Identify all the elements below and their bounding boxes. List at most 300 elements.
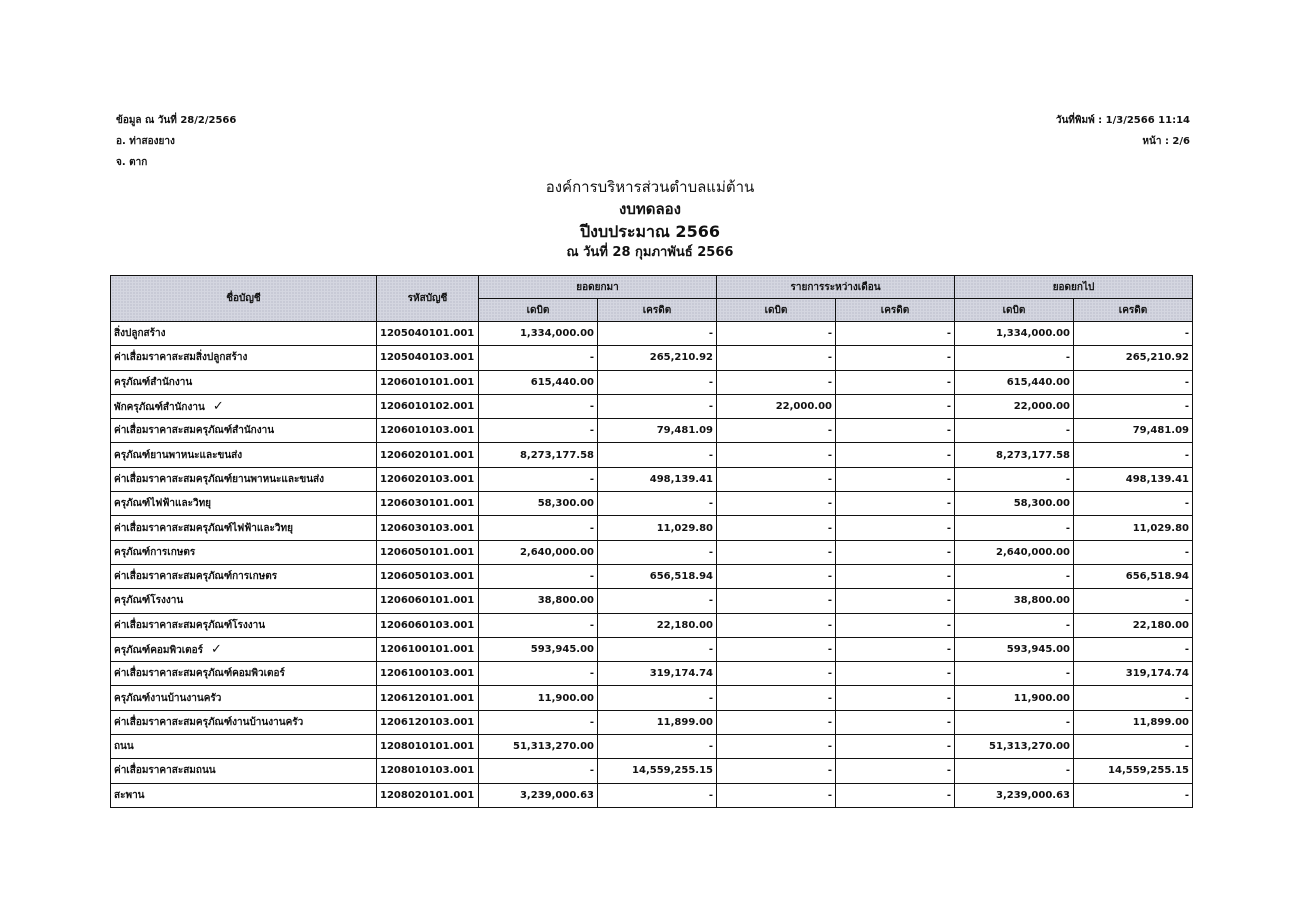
account-name-cell-text: ครุภัณฑ์คอมพิวเตอร์ <box>114 644 204 656</box>
month-credit-cell-text: - <box>946 571 952 583</box>
cf-debit-cell <box>955 783 1074 807</box>
account-name-cell <box>111 613 377 637</box>
cf-debit-cell-text: 51,313,270.00 <box>989 741 1071 753</box>
cf-debit-cell-text: 38,800.00 <box>1013 595 1071 607</box>
account-name-cell-text: ครุภัณฑ์โรงงาน <box>114 595 184 607</box>
account-name-cell <box>111 346 377 370</box>
bf-credit-cell-text: 22,180.00 <box>656 619 714 631</box>
account-code-cell-text: 1205040101.001 <box>380 328 475 340</box>
cf-debit-cell <box>955 686 1074 710</box>
cf-credit-cell <box>1074 589 1193 613</box>
cf-debit-cell-text: - <box>1065 522 1071 534</box>
cf-debit-cell <box>955 467 1074 491</box>
month-credit-cell-text: - <box>946 692 952 704</box>
bf-credit-cell <box>598 662 717 686</box>
account-code-cell-text: 1206050101.001 <box>380 546 475 558</box>
account-name-cell <box>111 370 377 394</box>
month-credit-cell <box>836 370 955 394</box>
bf-credit-cell <box>598 492 717 516</box>
table-row <box>111 735 1193 759</box>
header-bf-credit: เครดิต <box>598 299 717 322</box>
month-credit-cell <box>836 686 955 710</box>
cf-debit-cell-text: 8,273,177.58 <box>995 449 1071 461</box>
account-code-cell <box>377 759 479 783</box>
cf-credit-cell-text: - <box>1184 376 1190 388</box>
bf-credit-cell <box>598 394 717 418</box>
month-debit-cell-text: - <box>827 692 833 704</box>
cf-credit-cell-text: - <box>1184 449 1190 461</box>
table-row <box>111 346 1193 370</box>
month-debit-cell-text: - <box>827 668 833 680</box>
account-code-cell <box>377 467 479 491</box>
bf-credit-cell <box>598 735 717 759</box>
account-code-cell-text: 1206120103.001 <box>380 716 475 728</box>
cf-debit-cell-text: 2,640,000.00 <box>995 546 1071 558</box>
cf-debit-cell <box>955 662 1074 686</box>
bf-debit-cell <box>479 564 598 588</box>
month-credit-cell <box>836 516 955 540</box>
account-code-cell <box>377 443 479 467</box>
bf-credit-cell-text: - <box>708 644 714 655</box>
report-meta-right <box>1056 110 1190 152</box>
month-credit-cell-text: - <box>946 522 952 534</box>
table-row <box>111 516 1193 540</box>
cf-credit-cell <box>1074 492 1193 516</box>
table-row <box>111 394 1193 418</box>
month-debit-cell <box>717 516 836 540</box>
bf-credit-cell <box>598 783 717 807</box>
bf-credit-cell <box>598 589 717 613</box>
cf-debit-cell <box>955 710 1074 734</box>
table-row <box>111 322 1193 346</box>
cf-debit-cell <box>955 759 1074 783</box>
bf-credit-cell-text: 79,481.09 <box>656 425 714 437</box>
bf-credit-cell-text: - <box>708 692 714 704</box>
month-debit-cell <box>717 492 836 516</box>
table-row <box>111 540 1193 564</box>
month-credit-cell <box>836 419 955 443</box>
cf-credit-cell-text: 11,899.00 <box>1132 716 1190 728</box>
header-bf-debit: เดบิต <box>479 299 598 322</box>
cf-credit-cell <box>1074 637 1193 661</box>
account-code-cell <box>377 516 479 540</box>
cf-debit-cell <box>955 637 1074 661</box>
month-debit-cell <box>717 564 836 588</box>
cf-debit-cell-text: - <box>1065 668 1071 680</box>
month-credit-cell <box>836 346 955 370</box>
month-debit-cell-text: - <box>827 741 833 753</box>
bf-credit-cell-text: 265,210.92 <box>649 352 714 364</box>
cf-credit-cell <box>1074 467 1193 491</box>
account-code-cell <box>377 686 479 710</box>
month-credit-cell <box>836 492 955 516</box>
cf-credit-cell-text: - <box>1184 401 1190 413</box>
cf-debit-cell-text: 593,945.00 <box>1006 644 1071 655</box>
account-code-cell <box>377 783 479 807</box>
account-code-cell <box>377 564 479 588</box>
month-debit-cell <box>717 419 836 443</box>
bf-debit-cell-text: - <box>589 352 594 364</box>
month-credit-cell-text: - <box>946 473 952 485</box>
month-debit-cell-text: - <box>827 425 833 437</box>
month-debit-cell <box>717 735 836 759</box>
bf-credit-cell <box>598 759 717 783</box>
month-debit-cell-text: - <box>827 473 833 485</box>
cf-credit-cell <box>1074 735 1193 759</box>
cf-credit-cell-text: - <box>1184 328 1190 340</box>
bf-credit-cell-text: - <box>708 376 714 388</box>
bf-debit-cell-text: 1,334,000.00 <box>519 328 594 340</box>
bf-debit-cell <box>479 346 598 370</box>
month-debit-cell <box>717 346 836 370</box>
account-name-cell-text: ค่าเสื่อมราคาสะสมครุภัณฑ์งานบ้านงานครัว <box>114 716 304 728</box>
bf-debit-cell-text: 2,640,000.00 <box>519 546 594 558</box>
bf-credit-cell <box>598 516 717 540</box>
bf-debit-cell <box>479 516 598 540</box>
handwritten-check-icon: ✓ <box>212 398 224 414</box>
table-row <box>111 686 1193 710</box>
account-name-cell-text: ครุภัณฑ์ยานพาหนะและขนส่ง <box>114 449 243 461</box>
account-name-cell <box>111 710 377 734</box>
month-debit-cell <box>717 686 836 710</box>
month-debit-cell-text: - <box>827 498 833 510</box>
bf-debit-cell-text: 51,313,270.00 <box>513 741 594 753</box>
header-month-credit: เครดิต <box>836 299 955 322</box>
account-code-cell-text: 1206060101.001 <box>380 595 475 607</box>
month-debit-cell <box>717 637 836 661</box>
month-debit-cell <box>717 540 836 564</box>
cf-debit-cell <box>955 394 1074 418</box>
cf-debit-cell <box>955 735 1074 759</box>
cf-credit-cell-text: - <box>1184 546 1190 558</box>
month-credit-cell-text: - <box>946 765 952 777</box>
cf-debit-cell <box>955 322 1074 346</box>
account-code-cell <box>377 370 479 394</box>
bf-credit-cell-text: - <box>708 498 714 510</box>
bf-debit-cell <box>479 613 598 637</box>
cf-debit-cell <box>955 419 1074 443</box>
account-code-cell-text: 1206100103.001 <box>380 668 475 680</box>
header-account-name: ชื่อบัญชี <box>111 276 377 322</box>
month-credit-cell <box>836 564 955 588</box>
month-debit-cell <box>717 783 836 807</box>
account-name-cell <box>111 662 377 686</box>
bf-debit-cell-text: 38,800.00 <box>537 595 594 607</box>
bf-debit-cell-text: 58,300.00 <box>537 498 594 510</box>
province: จ. ตาก <box>116 157 148 168</box>
bf-debit-cell-text: - <box>589 668 594 680</box>
account-code-cell <box>377 419 479 443</box>
bf-debit-cell-text: - <box>589 765 594 777</box>
bf-debit-cell <box>479 394 598 418</box>
account-name-cell-text: ครุภัณฑ์การเกษตร <box>114 546 196 558</box>
account-name-cell-text: ครุภัณฑ์งานบ้านงานครัว <box>114 692 222 704</box>
account-code-cell <box>377 394 479 418</box>
account-name-cell-text: สิ่งปลูกสร้าง <box>114 328 166 340</box>
month-credit-cell-text: - <box>946 352 952 364</box>
month-credit-cell-text: - <box>946 595 952 607</box>
cf-credit-cell-text: 22,180.00 <box>1132 619 1190 631</box>
page-number: หน้า : 2/6 <box>1142 136 1190 147</box>
cf-credit-cell-text: - <box>1184 692 1190 704</box>
bf-credit-cell-text: - <box>708 789 714 801</box>
bf-credit-cell-text: - <box>708 595 714 607</box>
account-name-cell-text: ครุภัณฑ์สำนักงาน <box>114 376 193 388</box>
month-credit-cell <box>836 443 955 467</box>
month-credit-cell <box>836 322 955 346</box>
month-credit-cell-text: - <box>946 789 952 801</box>
cf-credit-cell-text: - <box>1184 644 1190 655</box>
month-debit-cell <box>717 589 836 613</box>
month-credit-cell <box>836 589 955 613</box>
month-debit-cell <box>717 759 836 783</box>
cf-debit-cell-text: 615,440.00 <box>1006 376 1071 388</box>
month-debit-cell <box>717 662 836 686</box>
account-name-cell <box>111 783 377 807</box>
account-code-cell-text: 1205040103.001 <box>380 352 475 364</box>
month-debit-cell-text: - <box>827 789 833 801</box>
bf-credit-cell-text: 656,518.94 <box>649 571 714 583</box>
account-code-cell <box>377 662 479 686</box>
cf-credit-cell-text: - <box>1184 595 1190 607</box>
account-code-cell-text: 1206020103.001 <box>380 473 475 485</box>
bf-debit-cell <box>479 370 598 394</box>
account-name-cell-text: พักครุภัณฑ์สำนักงาน <box>114 401 205 413</box>
report-meta-left <box>116 110 236 173</box>
cf-debit-cell <box>955 443 1074 467</box>
bf-credit-cell <box>598 467 717 491</box>
account-name-cell <box>111 589 377 613</box>
account-name-cell-text: ค่าเสื่อมราคาสะสมครุภัณฑ์คอมพิวเตอร์ <box>114 668 285 680</box>
header-cf-debit: เดบิต <box>955 299 1074 322</box>
account-code-cell-text: 1206010101.001 <box>380 376 475 388</box>
cf-credit-cell-text: 79,481.09 <box>1132 425 1190 437</box>
account-name-cell-text: ค่าเสื่อมราคาสะสมครุภัณฑ์สำนักงาน <box>114 425 275 437</box>
account-code-cell <box>377 735 479 759</box>
cf-credit-cell-text: 265,210.92 <box>1125 352 1190 364</box>
bf-debit-cell <box>479 637 598 661</box>
cf-debit-cell-text: - <box>1065 352 1071 364</box>
table-row <box>111 564 1193 588</box>
table-row <box>111 589 1193 613</box>
month-debit-cell <box>717 443 836 467</box>
cf-credit-cell <box>1074 516 1193 540</box>
account-name-cell <box>111 637 377 661</box>
bf-credit-cell <box>598 710 717 734</box>
table-row <box>111 443 1193 467</box>
cf-credit-cell <box>1074 783 1193 807</box>
bf-credit-cell-text: 14,559,255.15 <box>632 765 714 777</box>
month-credit-cell-text: - <box>946 498 952 510</box>
cf-debit-cell <box>955 540 1074 564</box>
account-name-cell-text: ค่าเสื่อมราคาสะสมครุภัณฑ์โรงงาน <box>114 619 266 631</box>
account-name-cell <box>111 394 377 418</box>
account-code-cell <box>377 540 479 564</box>
bf-debit-cell <box>479 419 598 443</box>
month-credit-cell <box>836 735 955 759</box>
bf-debit-cell <box>479 759 598 783</box>
month-credit-cell <box>836 613 955 637</box>
account-code-cell-text: 1206060103.001 <box>380 619 475 631</box>
cf-debit-cell-text: - <box>1065 765 1071 777</box>
bf-debit-cell <box>479 322 598 346</box>
print-date: วันที่พิมพ์ : 1/3/2566 11:14 <box>1055 115 1190 126</box>
account-name-cell <box>111 419 377 443</box>
header-carried-forward: ยอดยกไป <box>955 276 1193 299</box>
bf-credit-cell-text: - <box>708 449 714 461</box>
cf-debit-cell-text: 3,239,000.63 <box>995 789 1071 801</box>
table-row <box>111 467 1193 491</box>
account-name-cell <box>111 443 377 467</box>
month-credit-cell <box>836 710 955 734</box>
cf-debit-cell-text: 58,300.00 <box>1013 498 1071 510</box>
account-code-cell-text: 1206030103.001 <box>380 522 475 534</box>
table-row <box>111 613 1193 637</box>
month-debit-cell <box>717 322 836 346</box>
bf-debit-cell <box>479 443 598 467</box>
account-code-cell-text: 1208010103.001 <box>380 765 475 777</box>
cf-credit-cell <box>1074 613 1193 637</box>
month-debit-cell <box>717 370 836 394</box>
table-row <box>111 419 1193 443</box>
bf-debit-cell-text: - <box>589 619 594 631</box>
header-during-month: รายการระหว่างเดือน <box>717 276 955 299</box>
account-name-cell <box>111 322 377 346</box>
account-name-cell-text: ค่าเสื่อมราคาสะสมถนน <box>114 765 216 777</box>
cf-debit-cell-text: 11,900.00 <box>1013 692 1071 704</box>
bf-credit-cell-text: 11,899.00 <box>656 716 714 728</box>
account-code-cell <box>377 492 479 516</box>
bf-credit-cell <box>598 686 717 710</box>
cf-debit-cell <box>955 370 1074 394</box>
month-debit-cell <box>717 467 836 491</box>
month-credit-cell-text: - <box>946 619 952 631</box>
month-credit-cell-text: - <box>946 328 952 340</box>
month-credit-cell <box>836 759 955 783</box>
bf-debit-cell <box>479 662 598 686</box>
bf-debit-cell <box>479 735 598 759</box>
bf-credit-cell-text: - <box>708 401 714 413</box>
month-credit-cell <box>836 662 955 686</box>
table-body <box>111 322 1193 808</box>
fiscal-year: ปีงบประมาณ 2566 <box>580 222 720 241</box>
bf-credit-cell <box>598 443 717 467</box>
cf-credit-cell <box>1074 370 1193 394</box>
month-credit-cell-text: - <box>946 425 952 437</box>
account-name-cell <box>111 759 377 783</box>
table-row <box>111 662 1193 686</box>
cf-credit-cell-text: 14,559,255.15 <box>1108 765 1190 777</box>
table-row <box>111 759 1193 783</box>
bf-credit-cell-text: 498,139.41 <box>649 473 714 485</box>
account-code-cell <box>377 710 479 734</box>
cf-credit-cell-text: 498,139.41 <box>1125 473 1190 485</box>
account-name-cell <box>111 735 377 759</box>
bf-debit-cell-text: - <box>589 425 594 437</box>
month-debit-cell <box>717 613 836 637</box>
cf-debit-cell-text: - <box>1065 473 1071 485</box>
bf-credit-cell <box>598 613 717 637</box>
district: อ. ท่าสองยาง <box>116 136 175 147</box>
account-name-cell <box>111 492 377 516</box>
bf-credit-cell <box>598 346 717 370</box>
cf-credit-cell-text: - <box>1184 741 1190 753</box>
account-code-cell-text: 1206010102.001 <box>380 401 475 413</box>
data-date: ข้อมูล ณ วันที่ 28/2/2566 <box>116 115 237 126</box>
bf-debit-cell-text: 593,945.00 <box>530 644 594 655</box>
bf-debit-cell <box>479 467 598 491</box>
month-credit-cell <box>836 394 955 418</box>
cf-debit-cell <box>955 516 1074 540</box>
month-credit-cell <box>836 540 955 564</box>
bf-debit-cell-text: 3,239,000.63 <box>519 789 594 801</box>
account-name-cell-text: ครุภัณฑ์ไฟฟ้าและวิทยุ <box>114 498 212 510</box>
account-name-cell <box>111 540 377 564</box>
cf-credit-cell <box>1074 419 1193 443</box>
account-code-cell <box>377 613 479 637</box>
month-credit-cell <box>836 467 955 491</box>
account-name-cell-text: ค่าเสื่อมราคาสะสมครุภัณฑ์ยานพาหนะและขนส่ง <box>114 473 325 485</box>
bf-debit-cell <box>479 492 598 516</box>
month-credit-cell-text: - <box>946 401 952 413</box>
bf-debit-cell <box>479 686 598 710</box>
account-name-cell <box>111 564 377 588</box>
cf-debit-cell <box>955 492 1074 516</box>
account-name-cell-text: ค่าเสื่อมราคาสะสมสิ่งปลูกสร้าง <box>114 352 248 364</box>
month-debit-cell-text: - <box>827 644 833 655</box>
cf-credit-cell <box>1074 564 1193 588</box>
month-debit-cell-text: - <box>827 376 833 388</box>
cf-credit-cell <box>1074 443 1193 467</box>
bf-credit-cell <box>598 637 717 661</box>
bf-debit-cell-text: - <box>589 401 594 413</box>
account-name-cell-text: ค่าเสื่อมราคาสะสมครุภัณฑ์การเกษตร <box>114 571 278 583</box>
table-row <box>111 710 1193 734</box>
month-debit-cell-text: - <box>827 352 833 364</box>
month-debit-cell-text: 22,000.00 <box>775 401 833 413</box>
month-credit-cell-text: - <box>946 376 952 388</box>
cf-credit-cell-text: 656,518.94 <box>1125 571 1190 583</box>
month-debit-cell-text: - <box>827 571 833 583</box>
report-titles <box>0 176 1300 262</box>
month-credit-cell-text: - <box>946 741 952 753</box>
month-debit-cell-text: - <box>827 449 833 461</box>
month-debit-cell <box>717 394 836 418</box>
cf-debit-cell-text: - <box>1065 425 1071 437</box>
bf-debit-cell-text: 11,900.00 <box>537 692 594 704</box>
account-code-cell-text: 1208010101.001 <box>380 741 475 753</box>
as-of-date: ณ วันที่ 28 กุมภาพันธ์ 2566 <box>566 245 734 260</box>
bf-debit-cell-text: 8,273,177.58 <box>519 449 594 461</box>
account-name-cell <box>111 467 377 491</box>
cf-credit-cell <box>1074 686 1193 710</box>
table-row <box>111 637 1193 661</box>
cf-debit-cell <box>955 613 1074 637</box>
cf-debit-cell <box>955 346 1074 370</box>
header-account-code: รหัสบัญชี <box>377 276 479 322</box>
cf-debit-cell-text: - <box>1065 571 1071 583</box>
account-code-cell-text: 1208020101.001 <box>380 789 475 801</box>
bf-credit-cell-text: 319,174.74 <box>649 668 714 680</box>
bf-credit-cell <box>598 370 717 394</box>
cf-debit-cell-text: - <box>1065 716 1071 728</box>
cf-debit-cell-text: - <box>1065 619 1071 631</box>
bf-credit-cell-text: 11,029.80 <box>656 522 714 534</box>
table-row <box>111 492 1193 516</box>
bf-debit-cell <box>479 783 598 807</box>
table-row <box>111 370 1193 394</box>
report-title: งบทดลอง <box>619 200 681 218</box>
